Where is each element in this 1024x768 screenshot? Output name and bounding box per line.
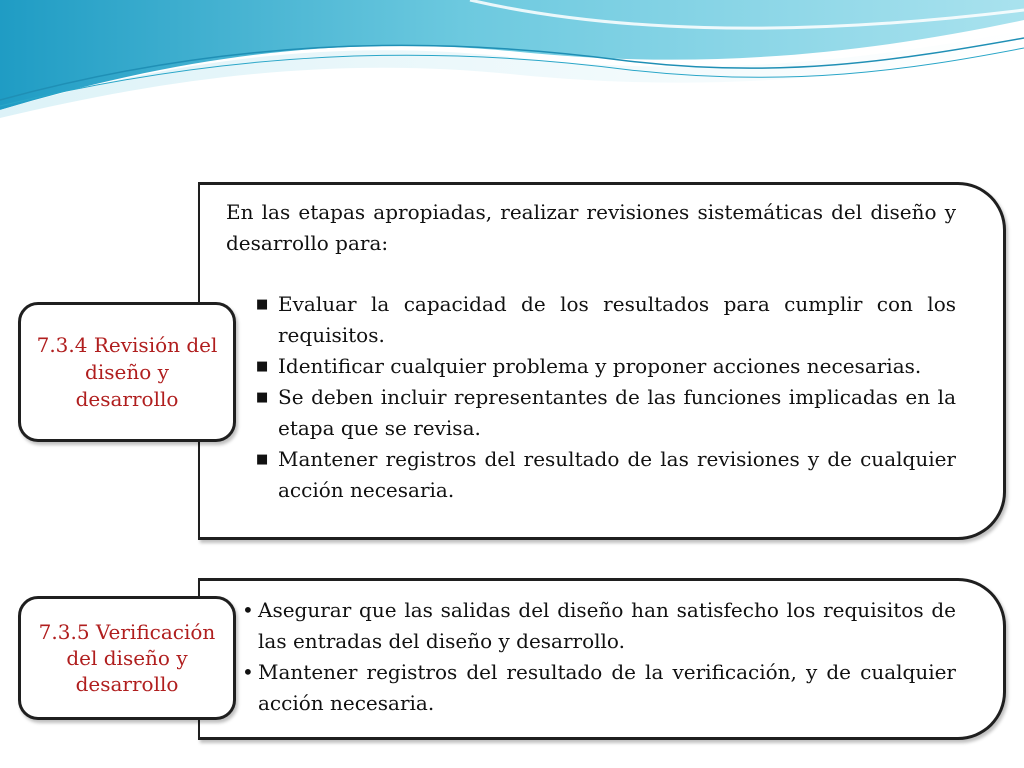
verification-bullet-list: [242, 595, 956, 719]
review-section-label: 7.3.4 Revisión del diseño y desarrollo: [18, 302, 236, 442]
dot-bullet-icon: •: [242, 660, 254, 684]
list-item: • Asegurar que las salidas del diseño han satisfecho los requisitos de las entradas del diseño y desarrollo.: [242, 595, 956, 657]
list-item: ■ Evaluar la capacidad de los resultados para cumplir con los requisitos.: [256, 289, 956, 351]
square-bullet-icon: ■: [256, 452, 269, 467]
review-content-panel: [198, 182, 1006, 540]
dot-bullet-icon: •: [242, 598, 254, 622]
list-item: ■ Identificar cualquier problema y proponer acciones necesarias.: [256, 351, 956, 382]
list-item: • Mantener registros del resultado de la verificación, y de cualquier acción necesaria.: [242, 657, 956, 719]
square-bullet-icon: ■: [256, 390, 269, 405]
review-bullet-list: [256, 289, 956, 506]
review-intro-text: En las etapas apropiadas, realizar revisiones sistemáticas del diseño y desarrollo para:: [226, 200, 956, 255]
list-item: ■ Se deben incluir representantes de las funciones implicadas en la etapa que se revisa.: [256, 382, 956, 444]
square-bullet-icon: ■: [256, 359, 269, 374]
verification-section-label: 7.3.5 Verificación del diseño y desarrollo: [18, 596, 236, 720]
list-item: ■ Mantener registros del resultado de las revisiones y de cualquier acción necesaria.: [256, 444, 956, 506]
square-bullet-icon: ■: [256, 297, 269, 312]
header-wave-decoration: [0, 0, 1024, 125]
verification-content-panel: [198, 578, 1006, 740]
